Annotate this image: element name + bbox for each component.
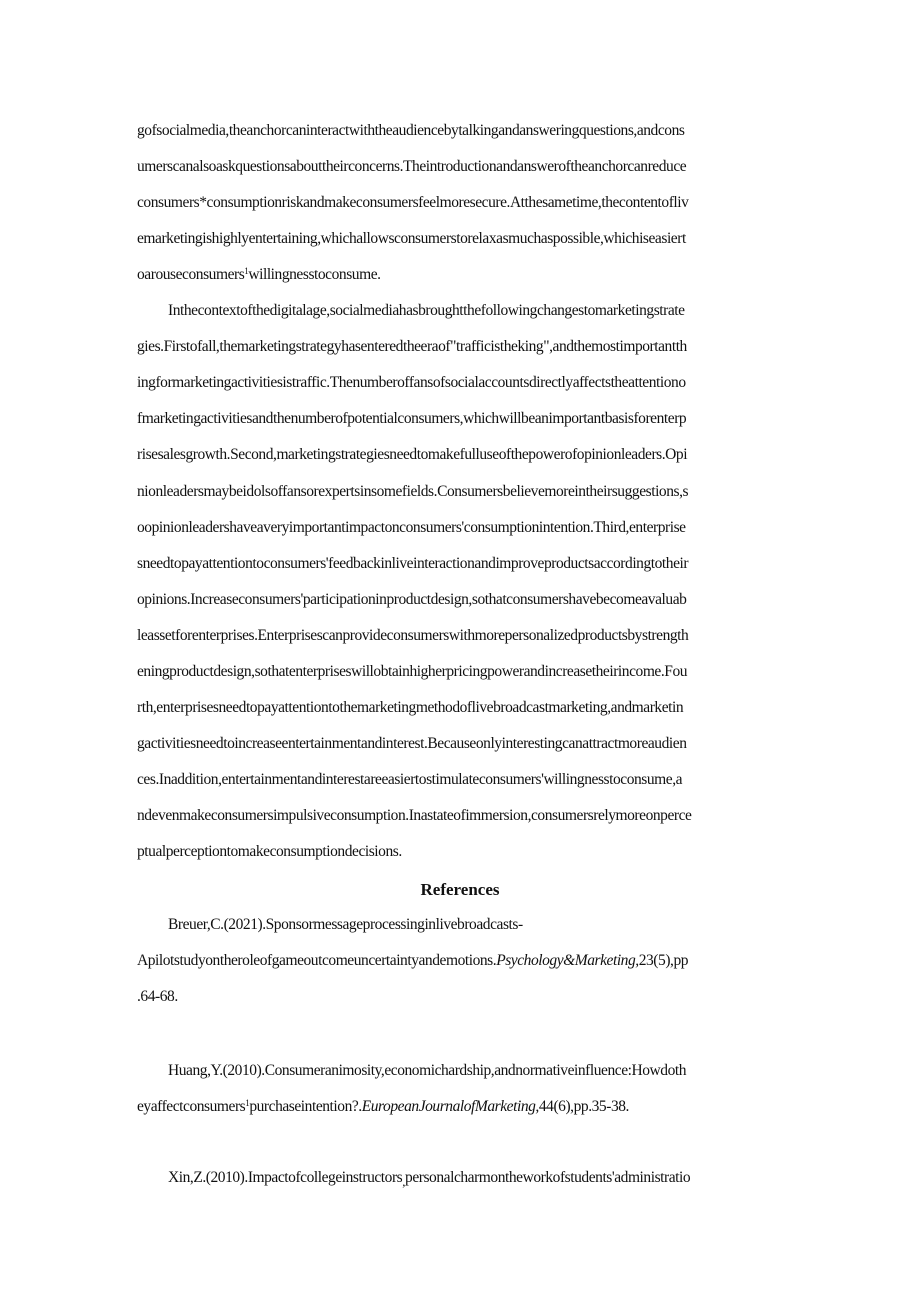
body-text-line: ndevenmakeconsumersimpulsiveconsumption.Inastateofimmersion,consumersrelymoreonperce [137,807,692,824]
text-segment: 23(5),pp [638,952,689,969]
body-text-line: eningproductdesign,sothatenterpriseswillobtainhigherpricingpowerandincreasetheirincome.Fou [137,663,688,680]
text-segment: 44(6),pp.35-38. [538,1098,629,1115]
references-heading: References [420,880,500,899]
body-text-line: gies.Firstofall,themarketingstrategyhasenteredtheeraof"trafficistheking",andthemostimportantth [137,338,687,355]
body-text-line: ingformarketingactivitiesistraffic.Thenumberoffansofsocialaccountsdirectlyaffectstheattentiono [137,374,686,391]
body-text-line: ces.Inaddition,entertainmentandinterestareeasiertostimulateconsumers'willingnesstoconsume,a [137,771,683,788]
journal-title: EuropeanJournalofMarketing, [361,1098,539,1115]
superscript-mark: 1 [244,266,249,276]
body-text-line: gactivitiesneedtoincreaseentertainmentandinterest.Becauseonlyinterestingcanattractmoreaudien [137,735,687,752]
body-text-line: rth,enterprisesneedtopayattentiontothemarketingmethodoflivebroadcastmarketing,andmarketin [137,699,684,716]
superscript-mark: 1 [245,1098,250,1108]
reference-entry-line [137,951,787,971]
body-text-line: sneedtopayattentiontoconsumers'feedbackinliveinteractionandimproveproductsaccordingtotheir [137,555,689,572]
body-text-line: fmarketingactivitiesandthenumberofpotentialconsumers,whichwillbeanimportantbasisforenterp [137,410,687,427]
reference-entry-line: Breuer,C.(2021).Sponsormessageprocessinginlivebroadcasts- [168,916,523,933]
body-text-line: nionleadersmaybeidolsoffansorexpertsinsomefields.Consumersbelievemoreintheirsuggestions,s [137,483,689,500]
text-segment: oarouseconsumers [137,266,245,283]
text-segment: purchaseintention?. [249,1098,362,1115]
reference-entry-line [168,1168,787,1192]
text-segment: personalcharmontheworkofstudents'administratio [405,1169,691,1186]
body-text-line: gofsocialmedia,theanchorcaninteractwiththeaudiencebytalkingandansweringquestions,andcons [137,122,685,139]
body-text-line: oopinionleadershaveaveryimportantimpactonconsumers'consumptionintention.Third,enterprise [137,519,686,536]
body-text-line: umerscanalsoaskquestionsabouttheirconcerns.Theintroductionandansweroftheanchorcanreduce [137,158,687,175]
text-segment: willingnesstoconsume. [248,266,381,283]
body-text-line: leassetforenterprises.Enterprisescanprovideconsumerswithmorepersonalizedproductsbystrength [137,627,689,644]
subscript-mark: , [402,1174,406,1190]
reference-entry-line [137,1097,787,1117]
reference-entry-line: Huang,Y.(2010).Consumeranimosity,economichardship,andnormativeinfluence:Howdoth [168,1062,687,1079]
reference-entry-line: .64-68. [137,988,178,1005]
journal-title: Psychology&Marketing, [496,952,639,969]
body-text-line: risesalesgrowth.Second,marketingstrategiesneedtomakefulluseofthepowerofopinionleaders.Opi [137,446,688,463]
body-text-line: consumers*consumptionriskandmakeconsumersfeelmoresecure.Atthesametime,thecontentofliv [137,194,689,211]
text-segment: Xin,Z.(2010).Impactofcollegeinstructors [168,1169,403,1186]
body-text-line: opinions.Increaseconsumers'participationinproductdesign,sothatconsumershavebecomeavaluab [137,591,687,608]
body-text-line: Inthecontextofthedigitalage,socialmediahasbroughtthefollowingchangestomarketingstrate [168,302,685,319]
body-text-line: ptualperceptiontomakeconsumptiondecisions. [137,843,402,860]
text-segment: eyaffectconsumers [137,1098,246,1115]
body-text-line: emarketingishighlyentertaining,whichallowsconsumerstorelaxasmuchaspossible,whichiseasiert [137,230,686,247]
text-segment: Apilotstudyontheroleofgameoutcomeuncertaintyandemotions. [137,952,497,969]
body-text-line [137,265,787,285]
